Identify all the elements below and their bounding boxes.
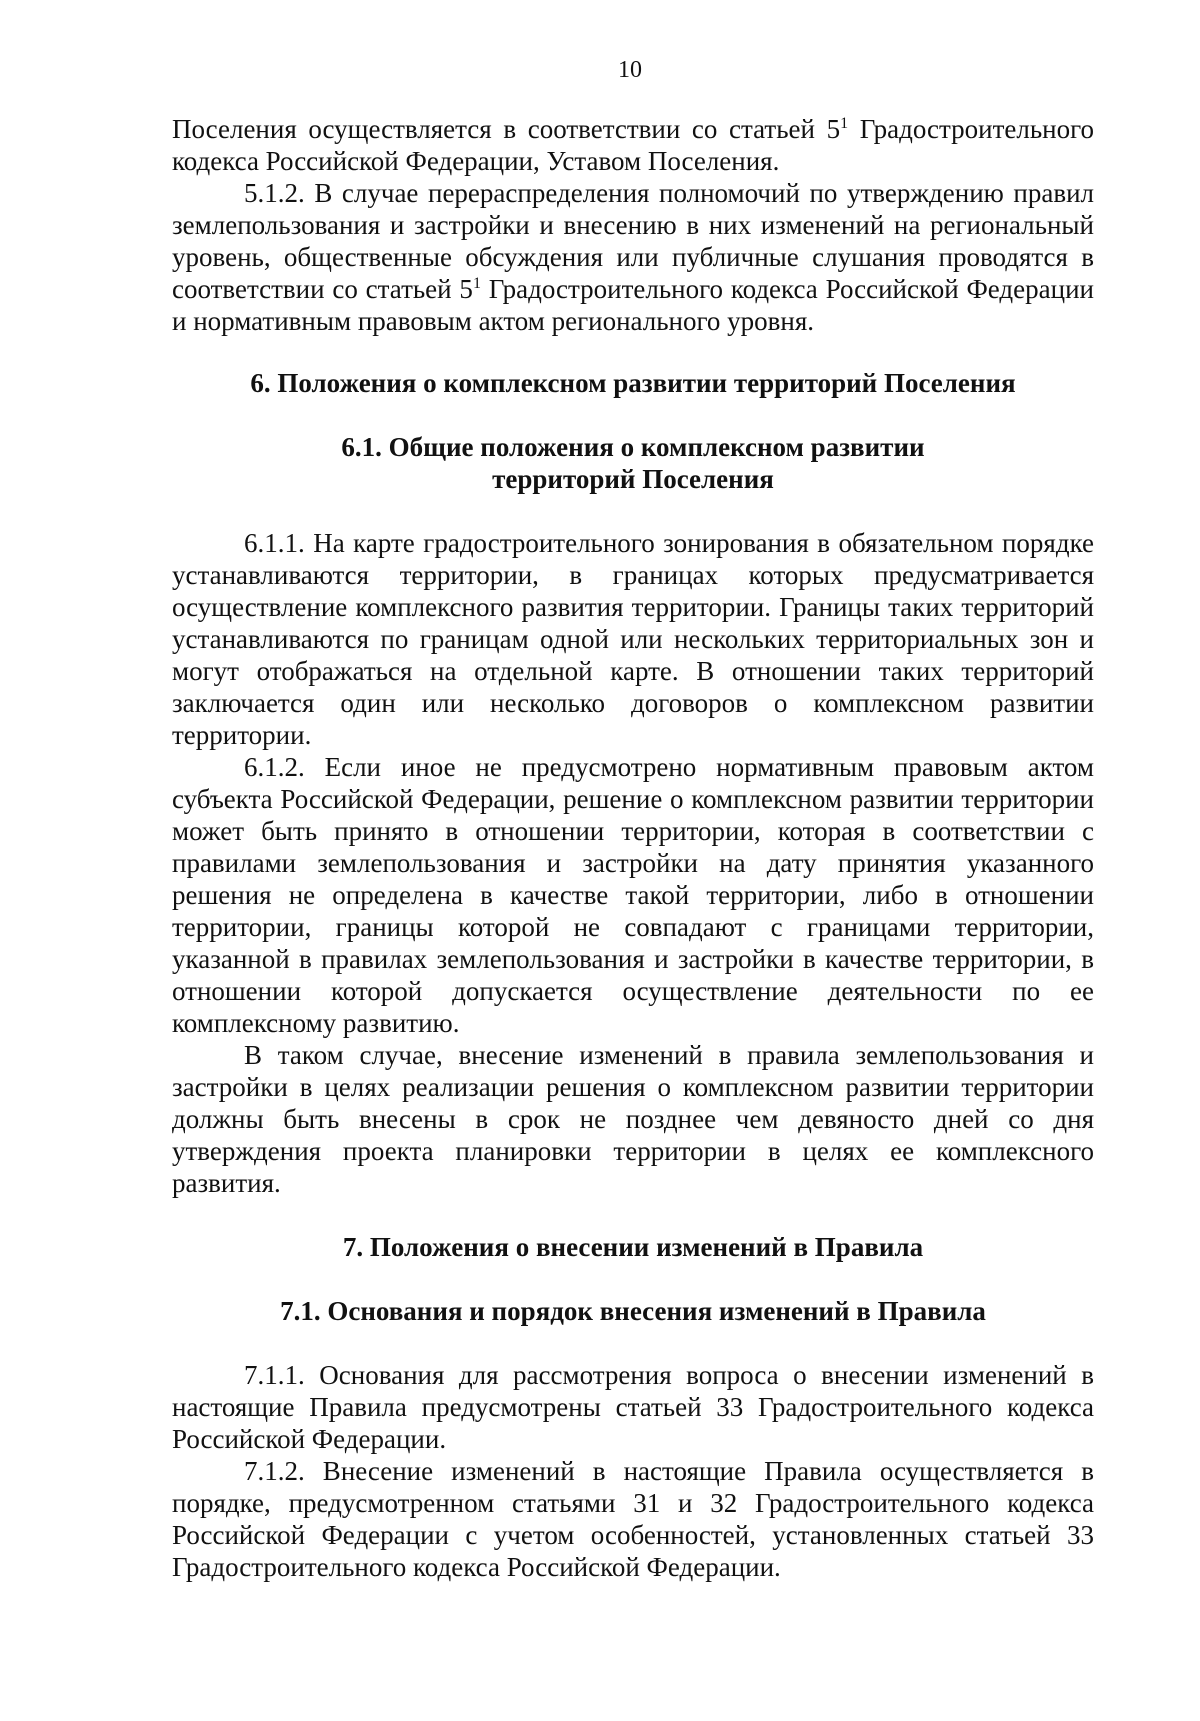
paragraph-6-1-2: 6.1.2. Если иное не предусмотрено нормативным правовым актом субъекта Российской Федерации, решение о комплексном развитии территории может быть принято в отношении территории, которая в соответствии с правилами землепользования и застройки на дату принятия указанного решения не определена в качестве такой территории, либо в отношении территории, границы которой не совпадают с границами территории, указанной в правилах землепользования и застройки в качестве территории, в отношении которой допускается осуществление деятельности по ее комплексному развитию. [172, 752, 1094, 1038]
paragraph-continuation [172, 113, 1094, 177]
section-7-heading: 7. Положения о внесении изменений в Правила [342, 1232, 924, 1262]
paragraph-7-1-1: 7.1.1. Основания для рассмотрения вопроса о внесении изменений в настоящие Правила предусмотрены статьей 33 Градостроительного кодекса Российской Федерации. [172, 1360, 1094, 1454]
paragraph-6-1-1: 6.1.1. На карте градостроительного зонирования в обязательном порядке устанавливаются территории, в границах которых предусматривается осуществление комплексного развития территории. Границы таких территорий устанавливаются по границам одной или нескольких территориальных зон и могут отображаться на отдельной карте. В отношении таких территорий заключается один или несколько договоров о комплексном развитии территории. [172, 528, 1094, 750]
subsection-6-1-heading [172, 431, 1094, 495]
paragraph-5-1-2 [172, 177, 1094, 337]
subsection-7-1-heading: 7.1. Основания и порядок внесения изменений в Правила [280, 1296, 986, 1326]
paragraph-7-1-2: 7.1.2. Внесение изменений в настоящие Правила осуществляется в порядке, предусмотренном статьями 31 и 32 Градостроительного кодекса Российской Федерации с учетом особенностей, установленных статьей 33 Градостроительного кодекса Российской Федерации. [172, 1456, 1094, 1582]
section-6-heading: 6. Положения о комплексном развитии территорий Поселения [250, 368, 1016, 398]
paragraph-text: Поселения осуществляется в соответствии со статьей 5 [172, 114, 841, 144]
document-body [172, 113, 1094, 1583]
heading-line: территорий Поселения [492, 464, 774, 494]
paragraph-text: 5.1.2. В случае перераспределения полномочий по утверждению правил землепользования и застройки и внесению в них изменений на региональный уровень, общественные обсуждения или публичные слушания проводятся в соответствии со статьей 5 [172, 178, 1094, 304]
paragraph-such-case: В таком случае, внесение изменений в правила землепользования и застройки в целях реализации решения о комплексном развитии территории должны быть внесены в срок не позднее чем девяносто дней со дня утверждения проекта планировки территории в целях ее комплексного развития. [172, 1040, 1094, 1198]
paragraph-text: Градостроительного кодекса Российской Федерации, Уставом Поселения. [172, 114, 1094, 176]
page-number: 10 [618, 57, 642, 83]
paragraph-text: Градостроительного кодекса Российской Федерации и нормативным правовым актом регионального уровня. [172, 274, 1094, 336]
heading-line: 6.1. Общие положения о комплексном развитии [341, 432, 925, 462]
superscript: 1 [840, 115, 849, 132]
superscript: 1 [472, 275, 481, 292]
